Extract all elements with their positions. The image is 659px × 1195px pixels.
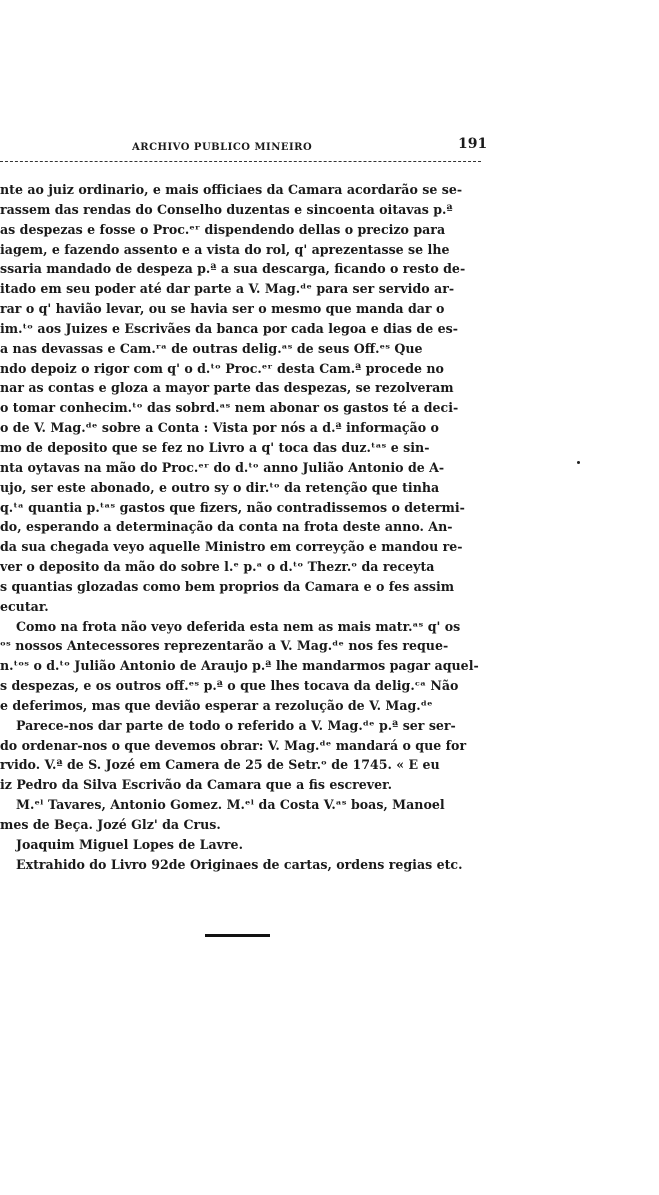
text-line: s quantias glozadas como bem proprios da Camara e o fes assim — [0, 578, 455, 594]
text-line: s despezas, e os outros off.ᵉˢ p.ª o que lhes tocava da delig.ᶜᵃ Não — [0, 678, 459, 694]
body-text — [0, 180, 488, 875]
text-line: ssaria mandado de despeza p.ª a sua descarga, ficando o resto de- — [0, 261, 466, 277]
text-line: mes de Beça. Jozé Glz' da Crus. — [0, 817, 221, 832]
running-title: ARCHIVO PUBLICO MINEIRO — [132, 142, 313, 153]
text-line: M.ᵉˡ Tavares, Antonio Gomez. M.ᵉˡ da Costa V.ᵃˢ boas, Manoel — [16, 797, 445, 813]
text-line: ecutar. — [0, 598, 49, 614]
text-line: ver o deposito da mão do sobre l.ᵉ p.ᵃ o d.ᵗᵒ Thezr.ᵒ da receyta — [0, 559, 435, 575]
text-line: do ordenar-nos o que devemos obrar: V. Mag.ᵈᵉ mandará o que for — [0, 737, 467, 753]
text-line: ndo depoiz o rigor com q' o d.ᵗᵒ Proc.ᵉʳ desta Cam.ª procede no — [0, 360, 444, 376]
text-line: Como na frota não veyo deferida esta nem as mais matr.ᵃˢ q' os — [16, 618, 461, 634]
header-rule — [0, 161, 481, 162]
text-line: Joaquim Miguel Lopes de Lavre. — [16, 836, 243, 852]
text-line: rar o q' havião levar, ou se havia ser o mesmo que manda dar o — [0, 301, 445, 317]
text-line: nte ao juiz ordinario, e mais officiaes da Camara acordarão se se- — [0, 182, 463, 197]
text-line: ujo, ser este abonado, e outro sy o dir.ᵗᵒ da retenção que tinha — [0, 479, 440, 495]
text-line: n.ᵗᵒˢ o d.ᵗᵒ Julião Antonio de Araujo p.ª lhe mandarmos pagar aquel- — [0, 658, 479, 674]
text-line: do, esperando a determinação da conta na frota deste anno. An- — [0, 519, 453, 535]
text-line: as despezas e fosse o Proc.ᵉʳ dispendendo dellas o precizo para — [0, 221, 446, 237]
text-line: e deferimos, mas que devião esperar a rezolução de V. Mag.ᵈᵉ — [0, 697, 433, 713]
text-line: rassem das rendas do Conselho duzentas e sincoenta oitavas p.ª — [0, 201, 453, 217]
text-line: da sua chegada veyo aquelle Ministro em correyção e mandou re- — [0, 539, 463, 555]
text-line: itado em seu poder até dar parte a V. Mag.ᵈᵉ para ser servido ar- — [0, 281, 455, 297]
text-line: o tomar conhecim.ᵗᵒ das sobrd.ᵃˢ nem abonar os gastos té a deci- — [0, 400, 459, 416]
text-line: o de V. Mag.ᵈᵉ sobre a Conta : Vista por nós a d.ª informação o — [0, 420, 439, 436]
text-line: Parece-nos dar parte de todo o referido a V. Mag.ᵈᵉ p.ª ser ser- — [16, 717, 456, 733]
page-number: 191 — [458, 136, 488, 152]
closing-rule — [205, 934, 270, 937]
text-line: iz Pedro da Silva Escrivão da Camara que a fis escrever. — [0, 777, 392, 793]
text-line: mo de deposito que se fez no Livro a q' toca das duz.ᵗᵃˢ e sin- — [0, 439, 430, 455]
print-speck — [577, 461, 580, 464]
text-line: iagem, e fazendo assento e a vista do rol, q' aprezentasse se lhe — [0, 241, 450, 257]
text-line: im.ᵗᵒ aos Juizes e Escrivães da banca por cada legoa e dias de es- — [0, 320, 458, 336]
text-line: nar as contas e gloza a mayor parte das despezas, se rezolveram — [0, 380, 454, 396]
page-header — [0, 132, 490, 158]
text-line: nta oytavas na mão do Proc.ᵉʳ do d.ᵗᵒ anno Julião Antonio de A- — [0, 459, 445, 475]
text-line: Extrahido do Livro 92de Originaes de cartas, ordens regias etc. — [16, 856, 463, 872]
text-line: q.ᵗᵃ quantia p.ᵗᵃˢ gastos que fizers, não contradissemos o determi- — [0, 499, 465, 515]
text-line: rvido. V.ª de S. Jozé em Camera de 25 de Setr.ᵒ de 1745. « E eu — [0, 757, 440, 773]
text-line: ᵒˢ nossos Antecessores reprezentarão a V. Mag.ᵈᵉ nos fes reque- — [0, 638, 449, 654]
text-line: a nas devassas e Cam.ʳᵃ de outras delig.ᵃˢ de seus Off.ᵉˢ Que — [0, 340, 423, 356]
